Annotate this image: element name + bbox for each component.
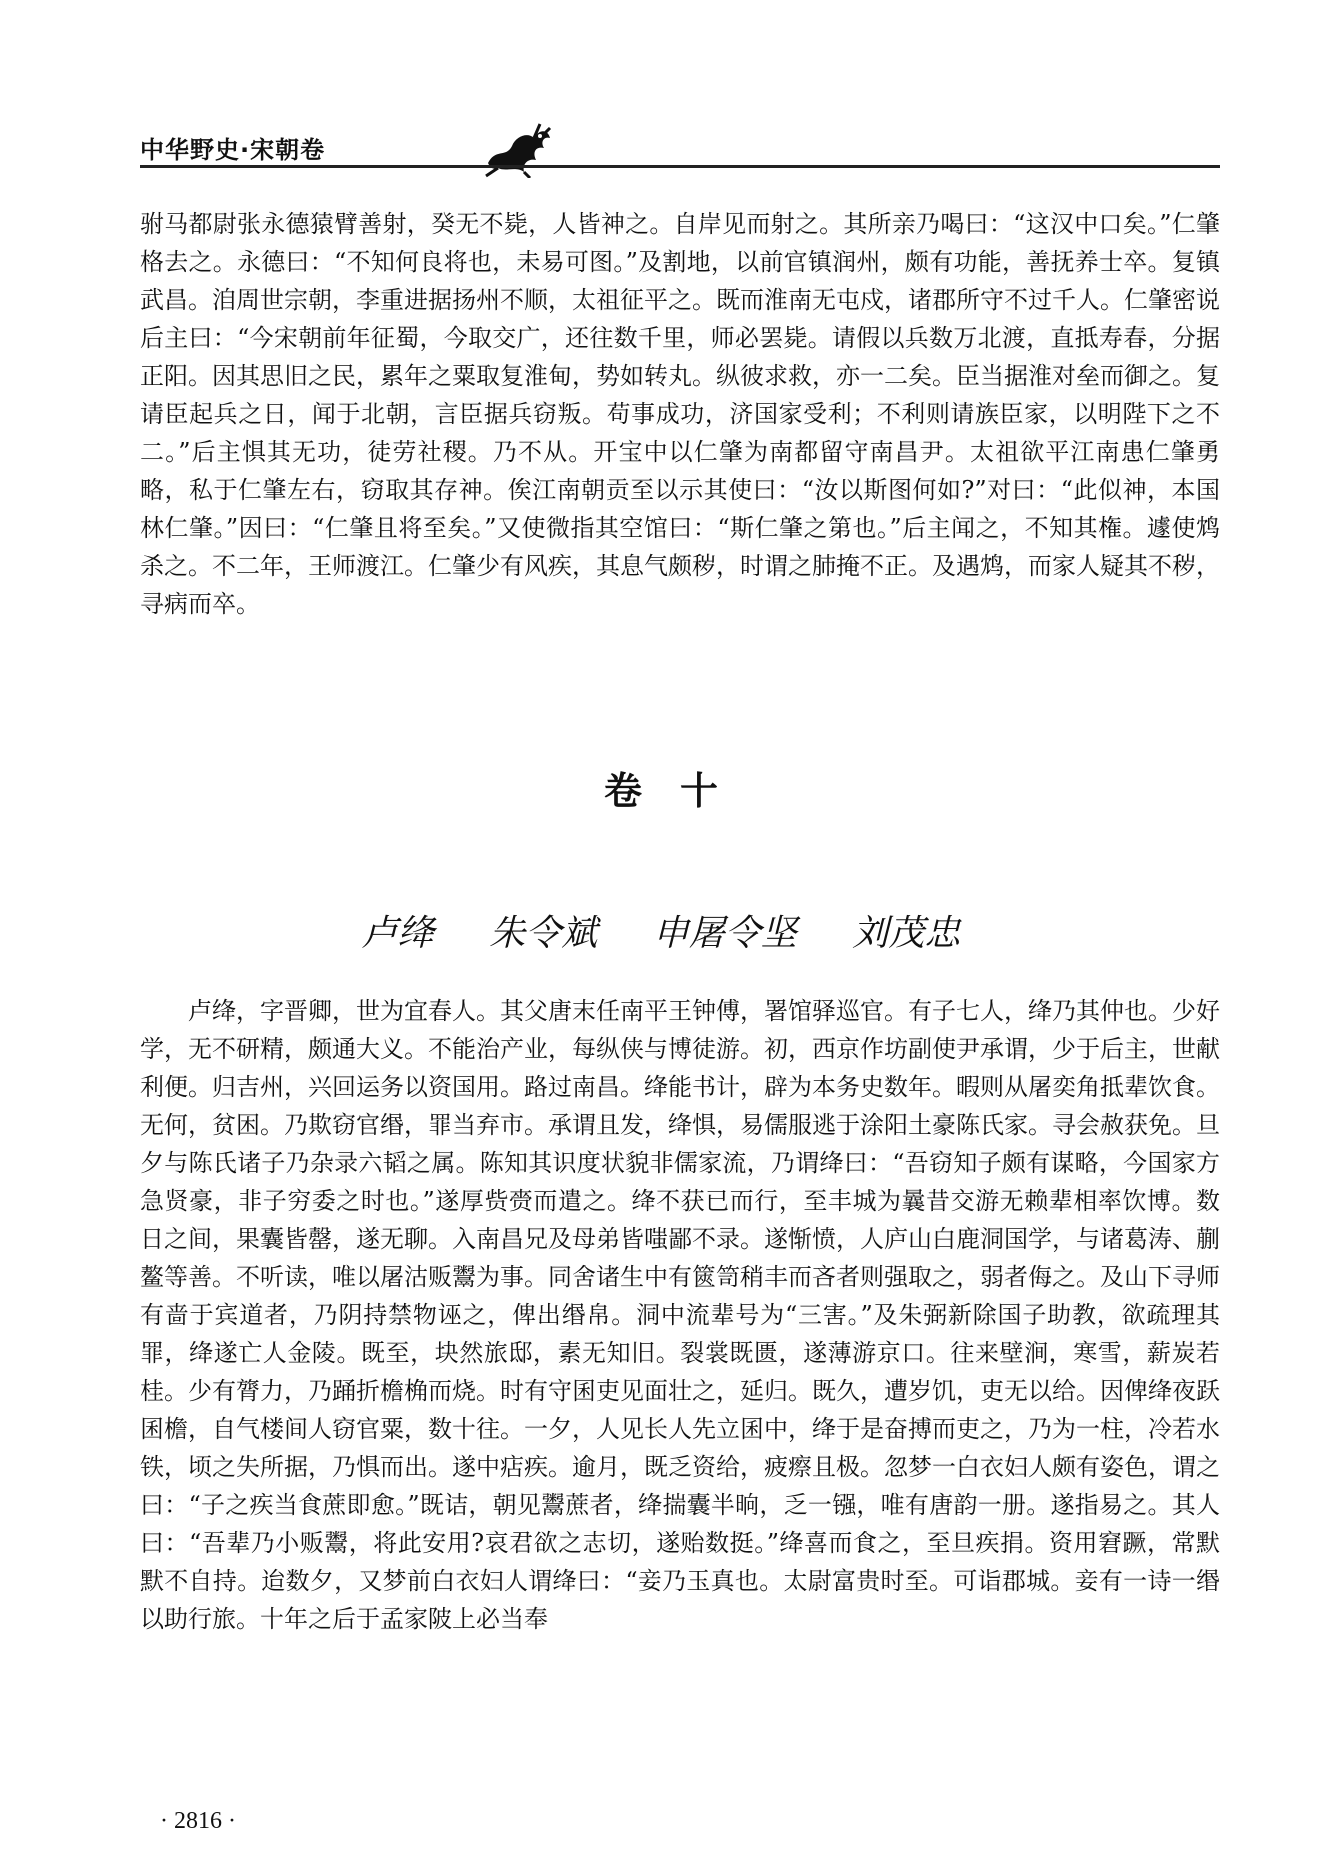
body-paragraph: 卢绛，字晋卿，世为宜春人。其父唐末任南平王钟傅，署馆驿巡官。有子七人，绛乃其仲也。少好学，无不研精，颇通大义。不能治产业，每纵侠与博徒游。初，西京作坊副使尹承谓，少于后主，世献利便。归吉州，兴回运务以资国用。路过南昌。绛能书计，辟为本务史数年。暇则从屠奕角抵辈饮食。无何，贫困。乃欺窃官缗，罪当弃市。承谓且发，绛惧，易儒服逃于涂阳土豪陈氏家。寻会赦获免。旦夕与陈氏诸子乃杂录六韬之属。陈知其识度状貌非儒家流，乃谓绛曰：“吾窃知子颇有谋略，今国家方急贤豪，非子穷委之时也。”遂厚赀赍而遣之。绛不获已而行，至丰城为曩昔交游无赖辈相率饮博。数日之间，果囊皆罄，遂无聊。入南昌兄及母弟皆嗤鄙不录。遂惭愤，人庐山白鹿洞国学，与诸葛涛、蒯鳌等善。不听读，唯以屠沽贩鬻为事。同舍诸生中有篋笥稍丰而吝者则强取之，弱者侮之。及山下寻师有啬于宾道者，乃阴持禁物诬之，俾出缗帛。洞中流辈号为“三害。”及朱弼新除国子助教，欲疏理其罪，绛遂亡人金陵。既至，块然旅邸，素无知旧。裂裳既匮，遂薄游京口。往来壁涧，寒雪，薪炭若桂。少有膂力，乃踊折檐桷而烧。时有守囷吏见面壮之，延归。既久，遭岁饥，吏无以给。因俾绛夜跃囷檐，自气楼间人窃官粟，数十往。一夕，人见长人先立囷中，绛于是奋搏而吏之，乃为一柱，冷若水铁，顷之失所据，乃惧而出。遂中痁疾。逾月，既乏资给，疲瘵且极。忽梦一白衣妇人颇有姿色，谓之曰：“子之疾当食蔗即愈。”既诘，朝见鬻蔗者，绛揣囊半晌，乏一镪，唯有唐韵一册。遂指易之。其人曰：“吾辈乃小贩鬻，将此安用?哀君欲之志切，遂贻数挺。”绛喜而食之，至旦疾捐。资用窘蹶，常默默不自持。迨数夕，又梦前白衣妇人谓绛曰：“妾乃玉真也。太尉富贵时至。可诣郡城。妾有一诗一缗以助行旅。十年之后于孟家陂上必当奉 (140, 997, 1220, 1633)
running-header-title: 中华野史·宋朝卷 (140, 136, 326, 164)
header-rule (140, 165, 1220, 168)
section-name: 刘茂忠 (852, 913, 961, 954)
page-number: · 2816 · (160, 1808, 236, 1834)
section-name: 朱令斌 (489, 913, 598, 954)
chapter-title: 卷 十 (603, 769, 718, 813)
section-heading (0, 905, 1322, 956)
top-paragraph: 驸马都尉张永德猿臂善射，癸无不毙，人皆神之。自岸见而射之。其所亲乃喝曰：“这汉中口矣。”仁肇格去之。永德曰：“不知何良将也，未易可图。”及割地，以前官镇润州，颇有功能，善抚养士卒。复镇武昌。洎周世宗朝，李重进据扬州不顺，太祖征平之。既而淮南无屯戍，诸郡所守不过千人。仁肇密说后主曰：“今宋朝前年征蜀，今取交广，还往数千里，师必罢毙。请假以兵数万北渡，直抵寿春，分据正阳。因其思旧之民，累年之粟取复淮甸，势如转丸。纵彼求救，亦一二矣。臣当据淮对垒而御之。复请臣起兵之日，闻于北朝，言臣据兵窃叛。苟事成功，济国家受利；不利则请族臣家，以明陛下之不二。”后主惧其无功，徒劳社稷。乃不从。开宝中以仁肇为南都留守南昌尹。太祖欲平江南患仁肇勇略，私于仁肇左右，窃取其存神。俟江南朝贡至以示其使曰：“汝以斯图何如?”对曰：“此似神，本国林仁肇。”因曰：“仁肇且将至矣。”又使微指其空馆曰：“斯仁肇之第也。”后主闻之，不知其権。遽使鸩杀之。不二年，王师渡江。仁肇少有风疾，其息气颇秽，时谓之肺掩不正。及遇鸩，而家人疑其不秽，寻病而卒。 (140, 210, 1220, 618)
section-name: 卢绛 (361, 913, 434, 954)
section-name: 申屠令坚 (652, 913, 797, 954)
dragon-emblem-icon (478, 118, 558, 178)
